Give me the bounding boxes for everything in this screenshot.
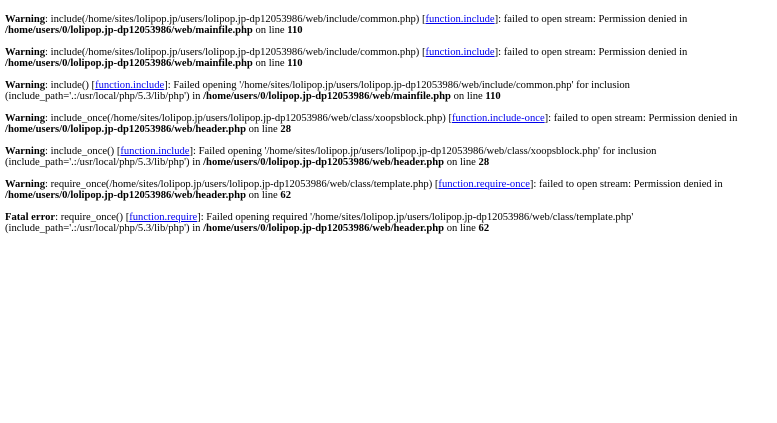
function-doc-link[interactable]: function.include bbox=[425, 14, 495, 25]
error-text: on line bbox=[450, 91, 486, 102]
function-doc-link[interactable]: function.include-once bbox=[451, 113, 545, 124]
error-text: : include(/home/sites/lolipop.jp/users/lolipop.jp-dp12053986/web/include/common.php) [ bbox=[45, 47, 426, 58]
error-level: Warning bbox=[5, 146, 46, 157]
error-text: on line bbox=[245, 124, 281, 135]
function-doc-link[interactable]: function.require bbox=[129, 212, 198, 223]
error-line: 28 bbox=[478, 157, 490, 168]
error-level: Warning bbox=[5, 179, 46, 190]
error-file: /home/users/0/lolipop.jp-dp12053986/web/mainfile.php bbox=[5, 58, 253, 69]
error-message bbox=[5, 179, 772, 201]
error-file: /home/users/0/lolipop.jp-dp12053986/web/mainfile.php bbox=[203, 91, 451, 102]
error-message bbox=[5, 146, 772, 168]
error-line: 62 bbox=[280, 190, 291, 201]
error-file: /home/users/0/lolipop.jp-dp12053986/web/header.php bbox=[203, 223, 445, 234]
error-message bbox=[5, 212, 772, 234]
error-text: ]: Failed opening required '/home/sites/lolipop.jp/users/lolipop.jp-dp12053986/web/class/template.php' (include_path='.:/usr/local/php/5.3/lib/php') in bbox=[5, 212, 634, 234]
error-line: 110 bbox=[287, 58, 303, 69]
error-level: Warning bbox=[5, 47, 46, 58]
error-level: Warning bbox=[5, 113, 46, 124]
error-text: on line bbox=[252, 58, 288, 69]
error-text: on line bbox=[444, 223, 479, 234]
error-line: 110 bbox=[485, 91, 501, 102]
error-text: : include_once() [ bbox=[45, 146, 121, 157]
error-file: /home/users/0/lolipop.jp-dp12053986/web/header.php bbox=[5, 124, 246, 135]
error-text: on line bbox=[252, 25, 288, 36]
error-level: Warning bbox=[5, 80, 46, 91]
function-doc-link[interactable]: function.require-once bbox=[438, 179, 530, 190]
error-line: 28 bbox=[280, 124, 291, 135]
error-message bbox=[5, 47, 772, 69]
error-level: Fatal error bbox=[5, 212, 56, 223]
error-text: : include(/home/sites/lolipop.jp/users/lolipop.jp-dp12053986/web/include/common.php) [ bbox=[45, 14, 426, 25]
error-text: ]: failed to open stream: Permission denied in bbox=[494, 47, 688, 58]
error-file: /home/users/0/lolipop.jp-dp12053986/web/header.php bbox=[203, 157, 445, 168]
error-text: : include_once(/home/sites/lolipop.jp/users/lolipop.jp-dp12053986/web/class/xoopsblock.php) [ bbox=[45, 113, 452, 124]
error-text: : include() [ bbox=[45, 80, 96, 91]
error-text: ]: Failed opening '/home/sites/lolipop.jp/users/lolipop.jp-dp12053986/web/include/common.php' for inclusion (include_path='.:/usr/local/php/5.3/lib/php') in bbox=[5, 80, 630, 102]
error-text: : require_once() [ bbox=[55, 212, 130, 223]
error-file: /home/users/0/lolipop.jp-dp12053986/web/mainfile.php bbox=[5, 25, 253, 36]
error-line: 110 bbox=[287, 25, 303, 36]
error-text: on line bbox=[245, 190, 281, 201]
error-text: on line bbox=[444, 157, 479, 168]
error-level: Warning bbox=[5, 14, 46, 25]
error-text: ]: failed to open stream: Permission denied in bbox=[529, 179, 723, 190]
error-text: ]: failed to open stream: Permission denied in bbox=[494, 14, 688, 25]
error-text: : require_once(/home/sites/lolipop.jp/users/lolipop.jp-dp12053986/web/class/template.php) [ bbox=[45, 179, 439, 190]
error-text: ]: Failed opening '/home/sites/lolipop.jp/users/lolipop.jp-dp12053986/web/class/xoopsblock.php' for inclusion (include_path='.:/usr/local/php/5.3/lib/php') in bbox=[5, 146, 657, 168]
error-text: ]: failed to open stream: Permission denied in bbox=[544, 113, 738, 124]
function-doc-link[interactable]: function.include bbox=[120, 146, 190, 157]
error-message bbox=[5, 14, 772, 36]
function-doc-link[interactable]: function.include bbox=[95, 80, 165, 91]
error-line: 62 bbox=[478, 223, 490, 234]
function-doc-link[interactable]: function.include bbox=[425, 47, 495, 58]
error-message bbox=[5, 80, 772, 102]
error-message bbox=[5, 113, 772, 135]
error-file: /home/users/0/lolipop.jp-dp12053986/web/header.php bbox=[5, 190, 246, 201]
